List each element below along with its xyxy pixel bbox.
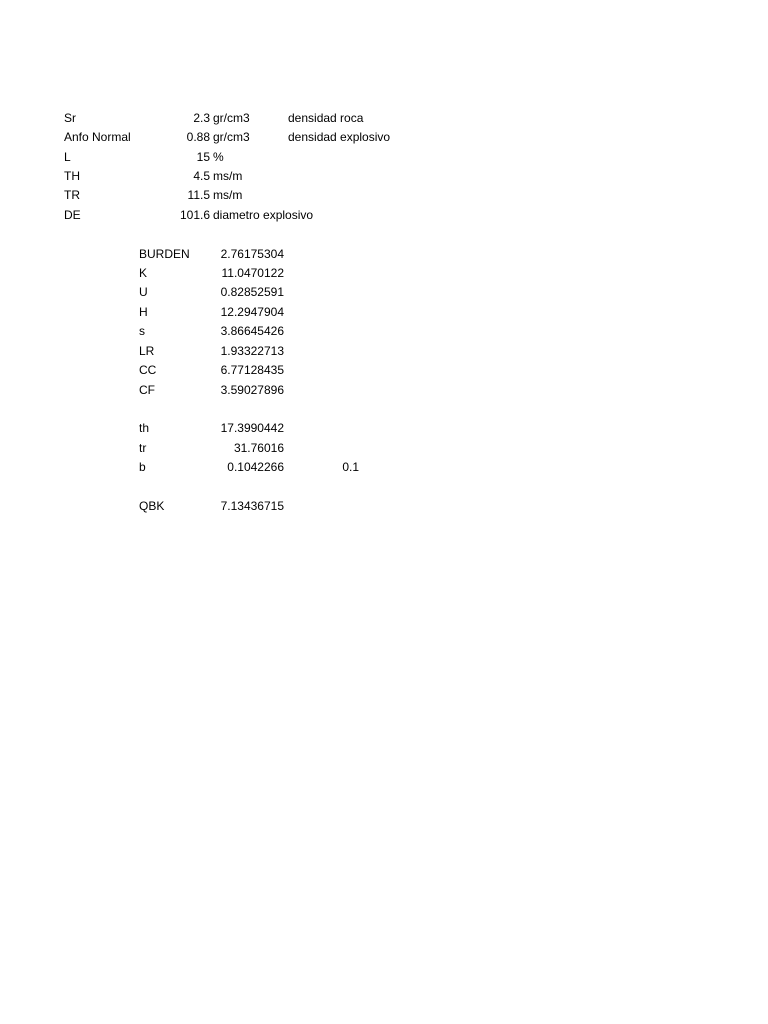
input-label: DE bbox=[64, 208, 81, 222]
input-value: 2.3 bbox=[193, 111, 210, 125]
input-note: densidad explosivo bbox=[288, 130, 391, 144]
time-extra-value: 0.1 bbox=[342, 460, 359, 474]
result-label: BURDEN bbox=[139, 247, 190, 261]
input-value: 15 bbox=[196, 150, 210, 164]
input-unit: diametro explosivo bbox=[213, 208, 314, 222]
input-value: 4.5 bbox=[193, 169, 210, 183]
input-label: Anfo Normal bbox=[64, 130, 131, 144]
time-label: th bbox=[139, 421, 150, 435]
input-label: TR bbox=[64, 188, 80, 202]
time-value: 17.3990442 bbox=[220, 421, 284, 435]
input-note: densidad roca bbox=[288, 111, 364, 125]
result-value: 3.86645426 bbox=[220, 324, 284, 338]
input-value: 0.88 bbox=[186, 130, 210, 144]
input-label: Sr bbox=[64, 111, 76, 125]
time-label: b bbox=[139, 460, 146, 474]
time-value: 31.76016 bbox=[233, 441, 284, 455]
input-value: 101.6 bbox=[179, 208, 210, 222]
input-unit: % bbox=[213, 150, 224, 164]
input-unit: gr/cm3 bbox=[213, 111, 250, 125]
result-label: CC bbox=[139, 363, 157, 377]
result-value: 12.2947904 bbox=[220, 305, 284, 319]
result-value: 2.76175304 bbox=[220, 247, 284, 261]
time-label: tr bbox=[139, 441, 147, 455]
result-value: 6.77128435 bbox=[220, 363, 284, 377]
result-value: 1.93322713 bbox=[220, 344, 284, 358]
result-label: LR bbox=[139, 344, 155, 358]
qbk-label: QBK bbox=[139, 499, 165, 513]
result-label: U bbox=[139, 285, 148, 299]
input-unit: ms/m bbox=[213, 169, 243, 183]
result-value: 3.59027896 bbox=[220, 383, 284, 397]
result-value: 0.82852591 bbox=[220, 285, 284, 299]
qbk-value: 7.13436715 bbox=[220, 499, 284, 513]
result-label: CF bbox=[139, 383, 155, 397]
time-value: 0.1042266 bbox=[227, 460, 284, 474]
input-label: TH bbox=[64, 169, 80, 183]
input-unit: gr/cm3 bbox=[213, 130, 250, 144]
result-label: H bbox=[139, 305, 148, 319]
result-value: 11.0470122 bbox=[221, 266, 284, 280]
input-unit: ms/m bbox=[213, 188, 243, 202]
input-value: 11.5 bbox=[187, 188, 210, 202]
result-label: s bbox=[139, 324, 145, 338]
input-label: L bbox=[64, 150, 71, 164]
result-label: K bbox=[139, 266, 148, 280]
